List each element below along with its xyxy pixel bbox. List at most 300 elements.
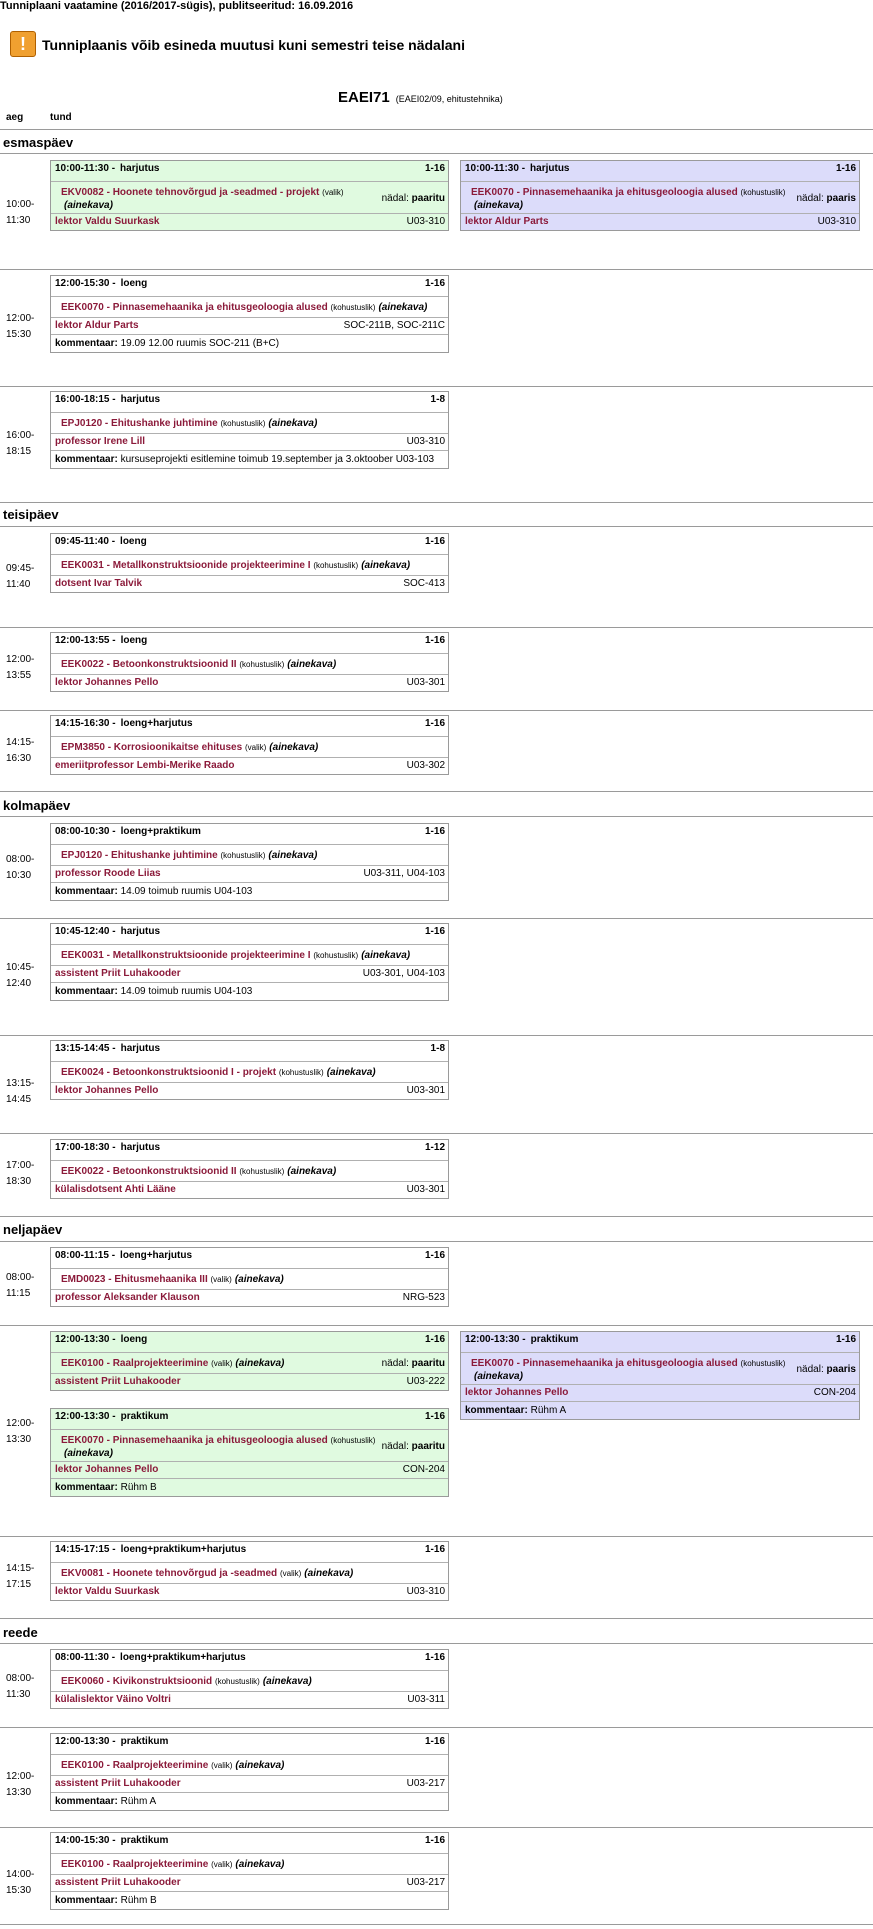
lesson-weeks: 1-16 (424, 163, 445, 174)
subject-wrap (61, 1272, 284, 1287)
room: U03-310 (406, 436, 445, 447)
lesson-time-type (55, 926, 160, 937)
lesson-time-type (55, 1334, 147, 1345)
lesson-time: 12:00-13:30 - (55, 1334, 116, 1345)
lesson-type: harjutus (530, 163, 570, 174)
day-monday: esmaspäev (3, 135, 74, 150)
lecturer-row (51, 1776, 448, 1792)
subject-link[interactable]: EEK0100 - Raalprojekteerimine (61, 1760, 209, 1771)
lesson-header (51, 276, 448, 296)
lecturer-link[interactable]: dotsent Ivar Talvik (55, 578, 143, 589)
lesson-time: 14:00-15:30 - (55, 1835, 116, 1846)
lesson-time: 13:15-14:45 - (55, 1043, 116, 1054)
lesson-time: 14:15-17:15 - (55, 1544, 116, 1555)
lesson-time: 12:00-13:30 - (55, 1736, 116, 1747)
subject-row (51, 555, 448, 575)
room: U03-310 (406, 1586, 445, 1597)
lesson-type: praktikum (530, 1334, 579, 1345)
comment-row (51, 335, 448, 352)
subject-wrap (61, 185, 382, 211)
lesson-header (51, 534, 448, 554)
subject-link[interactable]: EEK0060 - Kivikonstruktsioonid (61, 1676, 213, 1687)
subject-link[interactable]: EEK0100 - Raalprojekteerimine (61, 1358, 209, 1369)
comment-label: kommentaar: (55, 338, 118, 349)
lesson-time-type (55, 163, 160, 174)
subject-row (461, 182, 859, 213)
lecturer-link[interactable]: lektor Johannes Pello (55, 1464, 159, 1475)
week-parity (382, 1358, 445, 1369)
ainekava-link[interactable]: (ainekava) (262, 1676, 312, 1687)
group-code: EAEI71 (338, 89, 390, 106)
lesson-time-type (55, 1142, 160, 1153)
lesson-time: 12:00-13:30 - (55, 1411, 116, 1422)
ainekava-link[interactable]: (ainekava) (269, 742, 319, 753)
subject-row (51, 182, 448, 213)
day-friday: reede (3, 1625, 38, 1640)
lesson-time-type (55, 826, 201, 837)
subject-link[interactable]: EKV0082 - Hoonete tehnovõrgud ja -seadmed - projekt (61, 187, 320, 198)
subject-row (51, 413, 448, 433)
lesson-time-type (55, 278, 147, 289)
lesson-type: loeng+praktikum+harjutus (120, 1544, 247, 1555)
lecturer-row (461, 214, 859, 230)
subject-row (51, 654, 448, 674)
divider (0, 502, 873, 503)
lesson-time: 10:45-12:40 - (55, 926, 116, 937)
warning-message: Tunniplaanis võib esineda muutusi kuni semestri teise nädalani (42, 37, 465, 53)
room: U03-217 (406, 1877, 445, 1888)
ainekava-link[interactable]: (ainekava) (378, 302, 428, 313)
lesson-weeks: 1-16 (424, 536, 445, 547)
lesson-time-type (55, 718, 193, 729)
lesson-card (50, 1040, 449, 1100)
comment-text: 14.09 toimub ruumis U04-103 (120, 986, 253, 997)
room: U03-222 (406, 1376, 445, 1387)
comment-label: kommentaar: (465, 1405, 528, 1416)
time-slot: 08:00- 11:15 (6, 1272, 35, 1299)
subject-kind: (kohustuslik) (740, 1359, 786, 1368)
lesson-time: 08:00-11:15 - (55, 1250, 116, 1261)
lecturer-link[interactable]: emeriitprofessor Lembi-Merike Raado (55, 760, 235, 771)
lesson-header (51, 1833, 448, 1853)
subject-wrap (61, 1566, 353, 1581)
ainekava-link[interactable]: (ainekava) (287, 1166, 337, 1177)
lesson-type: praktikum (120, 1835, 169, 1846)
lesson-time: 08:00-11:30 - (55, 1652, 116, 1663)
subject-link[interactable]: EEK0031 - Metallkonstruktsioonide projekteerimine I (61, 560, 311, 571)
lesson-card (50, 1541, 449, 1601)
room: CON-204 (813, 1387, 856, 1398)
lesson-time: 14:15-16:30 - (55, 718, 116, 729)
week-label: nädal: (381, 1358, 409, 1369)
lecturer-link[interactable]: lektor Johannes Pello (55, 1085, 159, 1096)
lesson-weeks: 1-16 (424, 1835, 445, 1846)
lesson-time-type (55, 394, 160, 405)
subject-kind: (kohustuslik) (330, 1436, 376, 1445)
subject-kind: (kohustuslik) (239, 1167, 285, 1176)
ainekava-link[interactable]: (ainekava) (268, 418, 318, 429)
week-value: paaris (826, 1363, 856, 1375)
lesson-time: 17:00-18:30 - (55, 1142, 116, 1153)
lesson-card (50, 823, 449, 901)
lesson-card (50, 923, 449, 1001)
comment-text: Rühm B (120, 1895, 157, 1906)
lesson-header (51, 1650, 448, 1670)
subject-wrap (61, 1356, 284, 1371)
lecturer-link[interactable]: professor Aleksander Klauson (55, 1292, 200, 1303)
lecturer-link[interactable]: lektor Aldur Parts (55, 320, 139, 331)
divider (0, 526, 873, 527)
subject-row (51, 1755, 448, 1775)
lesson-time-type (55, 1250, 192, 1261)
time-slot: 10:45- 12:40 (6, 962, 35, 989)
room: U03-310 (406, 216, 445, 227)
subject-wrap (61, 1758, 284, 1773)
day-thursday: neljapäev (3, 1222, 63, 1237)
lesson-type: loeng+harjutus (120, 718, 193, 729)
lecturer-row (51, 1692, 448, 1708)
lesson-card (50, 1139, 449, 1199)
lesson-type: harjutus (120, 1142, 161, 1153)
lecturer-row (51, 1875, 448, 1891)
ainekava-link[interactable]: (ainekava) (64, 1448, 113, 1459)
lecturer-row (51, 434, 448, 450)
lesson-weeks: 1-16 (835, 1334, 856, 1345)
lesson-type: harjutus (120, 394, 161, 405)
subject-link[interactable]: EKV0081 - Hoonete tehnovõrgud ja -seadmed (61, 1568, 278, 1579)
lesson-type: harjutus (120, 163, 160, 174)
subject-kind: (kohustuslik) (313, 951, 359, 960)
ainekava-link[interactable]: (ainekava) (235, 1358, 285, 1369)
lecturer-link[interactable]: külalislektor Väino Voltri (55, 1694, 171, 1705)
divider (0, 1133, 873, 1134)
subject-wrap (61, 740, 318, 755)
lesson-type: harjutus (120, 1043, 161, 1054)
lesson-header (51, 1140, 448, 1160)
comment-text: Rühm A (530, 1405, 567, 1416)
subject-row (51, 1353, 448, 1373)
lecturer-link[interactable]: assistent Priit Luhakooder (55, 1778, 181, 1789)
ainekava-link[interactable]: (ainekava) (474, 1371, 523, 1382)
time-slot: 13:15- 14:45 (6, 1078, 35, 1105)
lesson-time-type (55, 1043, 160, 1054)
ainekava-link[interactable]: (ainekava) (64, 200, 113, 211)
lesson-card (460, 1331, 860, 1420)
week-label: nädal: (381, 1440, 409, 1452)
comment-text: 19.09 12.00 ruumis SOC-211 (B+C) (120, 338, 280, 349)
subject-link[interactable]: EEK0100 - Raalprojekteerimine (61, 1859, 209, 1870)
subject-wrap (61, 1065, 376, 1080)
subject-kind: (kohustuslik) (220, 419, 266, 428)
lesson-type: loeng (120, 278, 148, 289)
subject-wrap (471, 185, 797, 211)
divider (0, 1643, 873, 1644)
room: U03-217 (406, 1778, 445, 1789)
lesson-card (50, 1649, 449, 1709)
time-slot: 12:00- 15:30 (6, 313, 35, 340)
time-slot: 12:00- 13:30 (6, 1418, 35, 1445)
time-slot: 08:00- 10:30 (6, 854, 35, 881)
lesson-time: 12:00-15:30 - (55, 278, 116, 289)
lesson-time: 12:00-13:30 - (465, 1334, 526, 1345)
subject-link[interactable]: EPM3850 - Korrosioonikaitse ehituses (61, 742, 243, 753)
time-slot: 17:00- 18:30 (6, 1160, 35, 1187)
lecturer-row (51, 1083, 448, 1099)
lecturer-link[interactable]: assistent Priit Luhakooder (55, 1877, 181, 1888)
lecturer-row (51, 866, 448, 882)
lecturer-row (51, 966, 448, 982)
lesson-type: loeng (120, 536, 147, 547)
ainekava-link[interactable]: (ainekava) (361, 560, 411, 571)
lesson-card (50, 1247, 449, 1307)
lecturer-link[interactable]: lektor Valdu Suurkask (55, 1586, 160, 1597)
group-detail: (EAEI02/09, ehitustehnika) (395, 94, 503, 104)
lecturer-row (51, 576, 448, 592)
lesson-time-type (55, 635, 147, 646)
lecturer-link[interactable]: professor Irene Lill (55, 436, 146, 447)
subject-link[interactable]: EEK0022 - Betoonkonstruktsioonid II (61, 659, 237, 670)
comment-text: 14.09 toimub ruumis U04-103 (120, 886, 253, 897)
subject-link[interactable]: EPJ0120 - Ehitushanke juhtimine (61, 850, 218, 861)
lesson-type: loeng (120, 635, 148, 646)
lesson-type: loeng (120, 1334, 148, 1345)
divider (0, 1035, 873, 1036)
time-slot: 14:15- 17:15 (6, 1563, 35, 1590)
lesson-weeks: 1-12 (424, 1142, 445, 1153)
lesson-weeks: 1-16 (424, 1250, 445, 1261)
lesson-header (51, 633, 448, 653)
week-value: paaritu (411, 192, 445, 204)
subject-wrap (61, 1164, 336, 1179)
day-tuesday: teisipäev (3, 507, 59, 522)
comment-label: kommentaar: (55, 1482, 118, 1493)
subject-kind: (valik) (244, 743, 267, 752)
day-wednesday: kolmapäev (3, 798, 71, 813)
lesson-time: 09:45-11:40 - (55, 536, 116, 547)
week-value: paaris (826, 192, 856, 204)
subject-kind: (valik) (211, 1761, 233, 1770)
lecturer-link[interactable]: professor Roode Liias (55, 868, 161, 879)
lesson-card (50, 275, 449, 353)
subject-row (51, 1854, 448, 1874)
comment-row (51, 1479, 448, 1496)
ainekava-link[interactable]: (ainekava) (287, 659, 337, 670)
lesson-type: loeng+harjutus (120, 1250, 192, 1261)
subject-kind: (valik) (210, 1275, 232, 1284)
lesson-weeks: 1-16 (424, 826, 445, 837)
divider (0, 1924, 873, 1925)
divider (0, 791, 873, 792)
subject-row (51, 297, 448, 317)
subject-link[interactable]: EEK0070 - Pinnasemehaanika ja ehitusgeoloogia alused (471, 187, 738, 198)
subject-wrap (61, 416, 317, 431)
lesson-weeks: 1-16 (424, 1736, 445, 1747)
subject-kind: (kohustuslik) (313, 561, 359, 570)
lesson-time: 16:00-18:15 - (55, 394, 116, 405)
room: U03-301 (406, 677, 445, 688)
subject-link[interactable]: EMD0023 - Ehitusmehaanika III (61, 1274, 208, 1285)
week-parity (382, 193, 445, 204)
lecturer-row (51, 758, 448, 774)
subject-row (51, 1062, 448, 1082)
ainekava-link[interactable]: (ainekava) (326, 1067, 376, 1078)
time-slot: 12:00- 13:30 (6, 1771, 35, 1798)
lesson-type: praktikum (120, 1736, 169, 1747)
week-parity (797, 1364, 857, 1375)
ainekava-link[interactable]: (ainekava) (235, 1859, 285, 1870)
lecturer-row (51, 675, 448, 691)
divider (0, 153, 873, 154)
subject-row (51, 1161, 448, 1181)
comment-row (51, 1892, 448, 1909)
lesson-header (461, 1332, 859, 1352)
subject-row (51, 1269, 448, 1289)
time-slot: 10:00- 11:30 (6, 199, 35, 226)
lecturer-link[interactable]: lektor Aldur Parts (465, 216, 549, 227)
subject-link[interactable]: EEK0024 - Betoonkonstruktsioonid I - projekt (61, 1067, 277, 1078)
lesson-header (51, 924, 448, 944)
lecturer-link[interactable]: külalisdotsent Ahti Lääne (55, 1184, 176, 1195)
ainekava-link[interactable]: (ainekava) (235, 1760, 285, 1771)
lesson-weeks: 1-16 (424, 1411, 445, 1422)
room: U03-301 (406, 1184, 445, 1195)
comment-label: kommentaar: (55, 886, 118, 897)
divider (0, 129, 873, 130)
divider (0, 918, 873, 919)
lesson-weeks: 1-16 (835, 163, 856, 174)
subject-link[interactable]: EEK0022 - Betoonkonstruktsioonid II (61, 1166, 237, 1177)
ainekava-link[interactable]: (ainekava) (304, 1568, 354, 1579)
subject-row (51, 737, 448, 757)
comment-row (51, 451, 448, 468)
subject-link[interactable]: EEK0031 - Metallkonstruktsioonide projekteerimine I (61, 950, 311, 961)
lecturer-row (51, 214, 448, 230)
lesson-weeks: 1-16 (424, 718, 445, 729)
divider (0, 627, 873, 628)
lesson-weeks: 1-16 (424, 278, 445, 289)
comment-label: kommentaar: (55, 986, 118, 997)
subject-wrap (61, 300, 427, 315)
time-slot: 16:00- 18:15 (6, 430, 35, 457)
subject-kind: (valik) (322, 188, 344, 197)
subject-row (51, 1430, 448, 1461)
lecturer-row (51, 1462, 448, 1478)
lesson-time-type (465, 163, 570, 174)
lesson-card (50, 1408, 449, 1497)
room: SOC-413 (403, 578, 445, 589)
subject-kind: (kohustuslik) (740, 188, 786, 197)
lecturer-row (461, 1385, 859, 1401)
lesson-weeks: 1-16 (424, 1652, 445, 1663)
subject-kind: (kohustuslik) (330, 303, 376, 312)
lesson-header (51, 1248, 448, 1268)
lesson-header (51, 1542, 448, 1562)
divider (0, 1827, 873, 1828)
comment-row (51, 883, 448, 900)
lesson-time-type (55, 536, 147, 547)
comment-label: kommentaar: (55, 454, 118, 465)
lecturer-row (51, 1374, 448, 1390)
room: CON-204 (402, 1464, 445, 1475)
lesson-header (51, 1332, 448, 1352)
subject-link[interactable]: EPJ0120 - Ehitushanke juhtimine (61, 418, 218, 429)
week-label: nädal: (381, 192, 409, 204)
ainekava-link[interactable]: (ainekava) (361, 950, 411, 961)
subject-wrap (61, 1433, 382, 1459)
lecturer-row (51, 318, 448, 334)
lecturer-row (51, 1182, 448, 1198)
subject-wrap (61, 657, 336, 672)
comment-text: Rühm B (120, 1482, 157, 1493)
lesson-weeks: 1-16 (424, 1334, 445, 1345)
room: U03-301 (406, 1085, 445, 1096)
lesson-type: loeng+praktikum+harjutus (120, 1652, 246, 1663)
subject-link[interactable]: EEK0070 - Pinnasemehaanika ja ehitusgeoloogia alused (471, 1358, 738, 1369)
subject-link[interactable]: EEK0070 - Pinnasemehaanika ja ehitusgeoloogia alused (61, 1435, 328, 1446)
comment-row (51, 1793, 448, 1810)
lesson-time-type (55, 1835, 168, 1846)
subject-kind: (kohustuslik) (239, 660, 285, 669)
divider (0, 1727, 873, 1728)
lesson-card (50, 1832, 449, 1910)
lesson-card (50, 160, 449, 231)
lesson-header (51, 392, 448, 412)
lecturer-row (51, 1584, 448, 1600)
subject-kind: (valik) (211, 1359, 233, 1368)
divider (0, 1618, 873, 1619)
time-slot: 12:00- 13:55 (6, 654, 35, 681)
week-label: nädal: (796, 192, 824, 204)
lesson-time-type (465, 1334, 578, 1345)
comment-label: kommentaar: (55, 1895, 118, 1906)
week-parity (382, 1441, 445, 1452)
lesson-header (51, 824, 448, 844)
lesson-type: loeng+praktikum (120, 826, 201, 837)
subject-link[interactable]: EEK0070 - Pinnasemehaanika ja ehitusgeoloogia alused (61, 302, 328, 313)
lesson-type: praktikum (120, 1411, 169, 1422)
room: U03-311 (407, 1694, 445, 1705)
time-slot: 09:45- 11:40 (6, 563, 35, 590)
subject-kind: (kohustuslik) (278, 1068, 324, 1077)
ainekava-link[interactable]: (ainekava) (234, 1274, 284, 1285)
lecturer-link[interactable]: assistent Priit Luhakooder (55, 1376, 181, 1387)
ainekava-link[interactable]: (ainekava) (268, 850, 318, 861)
week-value: paaritu (411, 1440, 445, 1452)
ainekava-link[interactable]: (ainekava) (474, 200, 523, 211)
lecturer-link[interactable]: lektor Valdu Suurkask (55, 216, 160, 227)
lesson-header (51, 716, 448, 736)
lesson-card (50, 533, 449, 593)
subject-wrap (61, 848, 317, 863)
room: U03-310 (817, 216, 856, 227)
subject-wrap (61, 558, 410, 573)
divider (0, 1216, 873, 1217)
divider (0, 269, 873, 270)
room: U03-311, U04-103 (363, 868, 445, 879)
subject-row (51, 1563, 448, 1583)
subject-kind: (kohustuslik) (214, 1677, 260, 1686)
divider (0, 1325, 873, 1326)
lesson-weeks: 1-8 (430, 394, 445, 405)
lecturer-link[interactable]: lektor Johannes Pello (465, 1387, 569, 1398)
lesson-time-type (55, 1544, 246, 1555)
lesson-type: harjutus (120, 926, 161, 937)
divider (0, 386, 873, 387)
lecturer-link[interactable]: assistent Priit Luhakooder (55, 968, 181, 979)
lecturer-link[interactable]: lektor Johannes Pello (55, 677, 159, 688)
lesson-card (50, 1331, 449, 1391)
time-slot: 14:00- 15:30 (6, 1869, 35, 1896)
